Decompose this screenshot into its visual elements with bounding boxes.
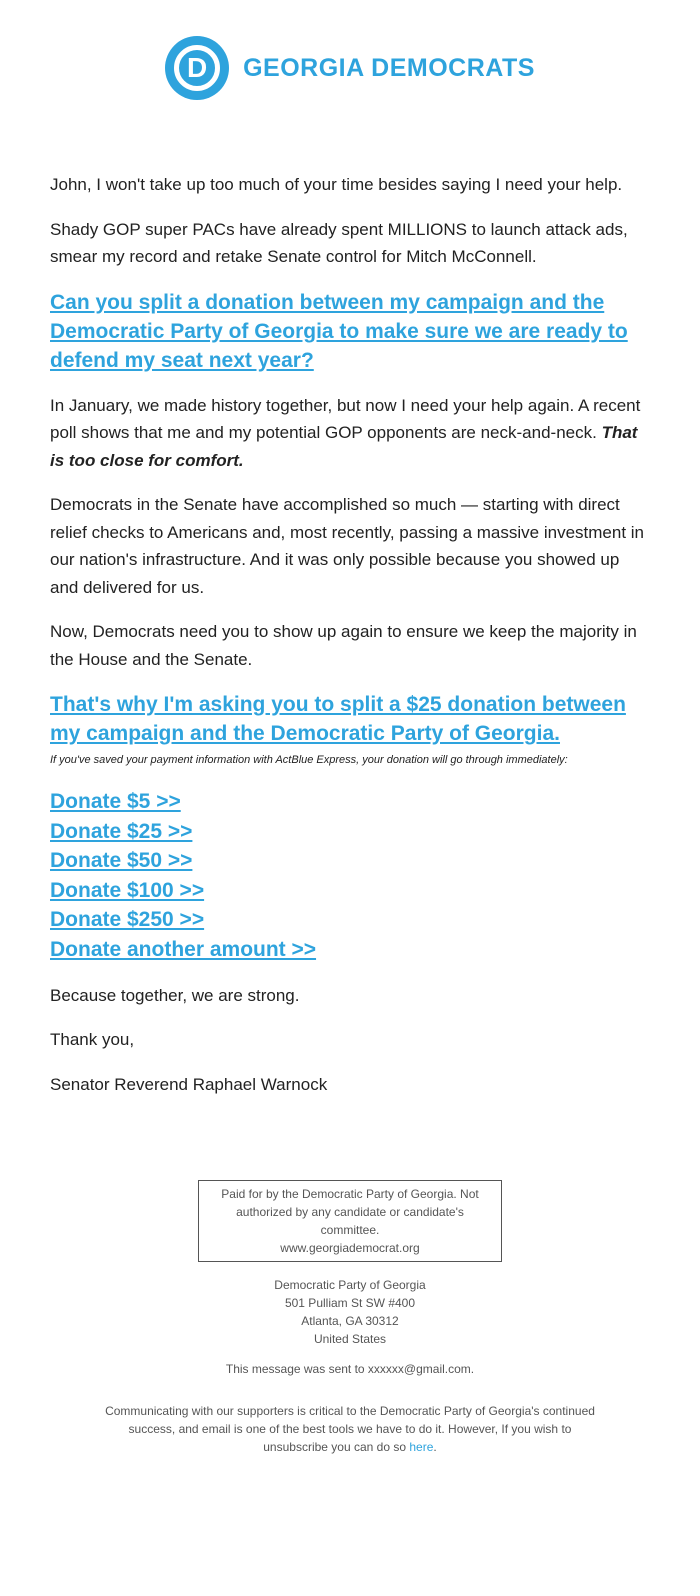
email-body: [0, 171, 700, 1098]
donate-50-link[interactable]: Donate $50 >>: [50, 849, 193, 873]
together-paragraph: Because together, we are strong.: [50, 985, 300, 1005]
footer: [0, 1180, 700, 1456]
signature: Senator Reverend Raphael Warnock: [50, 1074, 328, 1094]
donate-5-link[interactable]: Donate $5 >>: [50, 790, 181, 813]
poll-emphasis: That is too close for comfort.: [50, 423, 638, 470]
address: [0, 1276, 700, 1348]
city: Atlanta, GA 30312: [301, 1314, 399, 1329]
intro-paragraph: John, I won't take up too much of your time besides saying I need your help.: [50, 175, 623, 194]
street: 501 Pulliam St SW #400: [284, 1296, 416, 1311]
accomplishments-paragraph: Democrats in the Senate have accomplished so much — starting with direct relief checks to Americans and, most recently, passing a massive investment in our nation's infrastructure. And it was only possible because you showed up and delivered for us.: [50, 495, 644, 597]
split-donation-link[interactable]: Can you split a donation between my campaign and the Democratic Party of Georgia to make sure we are ready to defend my seat next year?: [50, 290, 628, 372]
poll-text: In January, we made history together, but now I need your help again. A recent poll shows that me and my potential GOP opponents are neck-and-neck.: [50, 395, 641, 442]
super-pac-paragraph: Shady GOP super PACs have already spent MILLIONS to launch attack ads, smear my record and retake Senate control for Mitch McConnell.: [50, 219, 628, 266]
unsubscribe-link[interactable]: here: [409, 1440, 434, 1455]
split-25-donation-link[interactable]: That's why I'm asking you to split a $25 donation between my campaign and the Democratic Party of Georgia.: [50, 693, 626, 745]
header: [0, 0, 700, 101]
donate-links: [50, 787, 650, 965]
unsubscribe-text: [100, 1402, 600, 1456]
donate-other-link[interactable]: Donate another amount >>: [50, 937, 317, 961]
show-up-paragraph: Now, Democrats need you to show up again to ensure we keep the majority in the House and the Senate.: [50, 622, 637, 669]
unsubscribe-end: .: [433, 1440, 437, 1455]
sent-to: This message was sent to xxxxxx@gmail.com.: [225, 1362, 475, 1377]
unsubscribe-message: Communicating with our supporters is critical to the Democratic Party of Georgia's continued success, and email is one of the best tools we have to do it. However, If you wish to unsubscribe you can do so: [105, 1404, 595, 1455]
poll-paragraph: [50, 392, 650, 475]
actblue-note: If you've saved your payment information with ActBlue Express, your donation will go through immediately:: [50, 754, 568, 766]
donate-250-link[interactable]: Donate $250 >>: [50, 908, 205, 932]
logo-text: GEORGIA DEMOCRATS: [243, 53, 535, 82]
paid-for-box: [198, 1180, 502, 1262]
thank-you: Thank you,: [50, 1030, 135, 1050]
donate-25-link[interactable]: Donate $25 >>: [50, 819, 193, 843]
org-name: Democratic Party of Georgia: [274, 1278, 426, 1293]
donate-100-link[interactable]: Donate $100 >>: [50, 878, 205, 902]
paid-url: www.georgiademocrat.org: [280, 1241, 420, 1256]
logo-d-icon: [165, 36, 229, 100]
paid-by-text: Paid for by the Democratic Party of Georgia. Not authorized by any candidate or candidate's committee.: [221, 1187, 479, 1238]
logo-letter: D: [174, 45, 220, 91]
country: United States: [313, 1332, 387, 1347]
